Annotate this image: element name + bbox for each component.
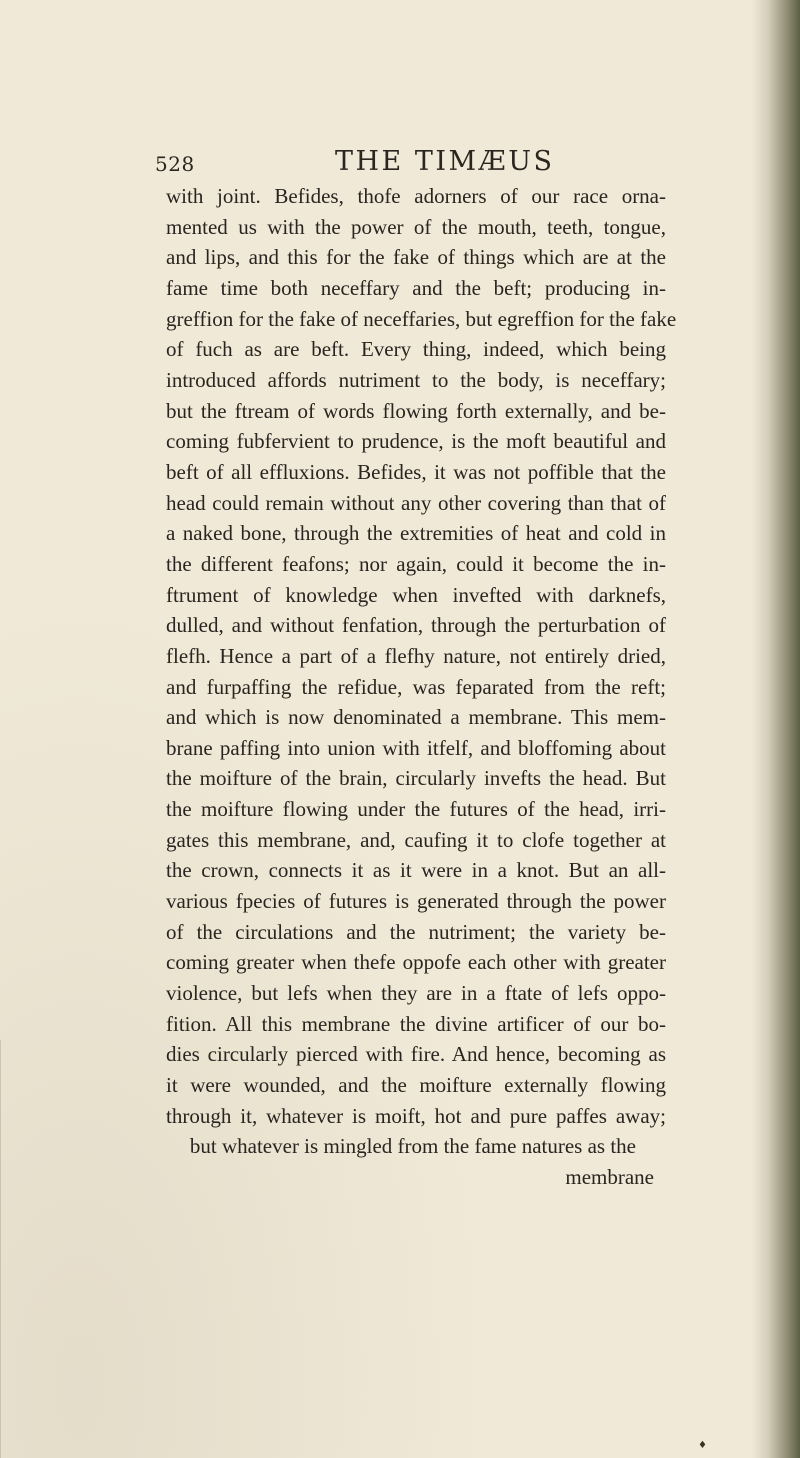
text-line: coming greater when thefe oppofe each other with greater [166, 950, 666, 975]
text-line: gates this membrane, and, caufing it to clofe together at [166, 827, 666, 852]
text-line: and which is now denominated a membrane. This mem- [166, 705, 666, 730]
text-line: the crown, connects it as it were in a knot. But an all- [166, 858, 666, 883]
text-line: brane paffing into union with itfelf, and bloffoming about [166, 735, 666, 760]
text-line: the moifture flowing under the futures of the head, irri- [166, 797, 666, 822]
text-line: the different feafons; nor again, could it become the in- [166, 551, 666, 576]
text-line: it were wounded, and the moifture externally flowing [166, 1073, 666, 1098]
text-line: greffion for the fake of neceffaries, but egreffion for the fake [166, 306, 677, 331]
text-line: flefh. Hence a part of a flefhy nature, not entirely dried, [166, 643, 666, 668]
text-line: head could remain without any other covering than that of [166, 490, 666, 515]
body-text [166, 181, 677, 1193]
text-line: dulled, and without fenfation, through the perturbation of [166, 613, 666, 638]
text-line: introduced affords nutriment to the body, is neceffary; [166, 367, 666, 392]
catchword: membrane [565, 1165, 654, 1189]
text-line: beft of all effluxions. Befides, it was not poffible that the [166, 459, 666, 484]
text-line: violence, but lefs when they are in a ftate of lefs oppo- [166, 981, 666, 1006]
text-line: the moifture of the brain, circularly invefts the head. But [166, 766, 666, 791]
text-line: of fuch as are beft. Every thing, indeed, which being [166, 337, 666, 362]
text-line: with joint. Befides, thofe adorners of our race orna- [166, 184, 666, 208]
text-line: mented us with the power of the mouth, teeth, tongue, [166, 214, 666, 239]
text-line: fition. All this membrane the divine artificer of our bo- [166, 1011, 666, 1036]
running-title: THE TIMÆUS [335, 146, 555, 177]
text-line: dies circularly pierced with fire. And hence, becoming as [166, 1042, 666, 1067]
text-line: but the ftream of words flowing forth externally, and be- [166, 398, 666, 423]
page-fold-shadow [0, 1040, 71, 1458]
text-line: fame time both neceffary and the beft; producing in- [166, 275, 666, 300]
text-line: and furpaffing the refidue, was feparated from the reft; [166, 674, 666, 699]
text-line: ftrument of knowledge when invefted with darknefs, [166, 582, 666, 607]
text-line: a naked bone, through the extremities of heat and cold in [166, 521, 666, 546]
text-line: through it, whatever is moift, hot and pure paffes away; [166, 1103, 666, 1128]
page-number: 528 [155, 152, 195, 176]
running-head [155, 146, 675, 182]
text-line: coming fubfervient to prudence, is the moft beautiful and [166, 429, 666, 454]
text-line: various fpecies of futures is generated through the power [166, 889, 666, 914]
text-line: of the circulations and the nutriment; the variety be- [166, 919, 666, 944]
text-line: and lips, and this for the fake of things which are at the [166, 245, 666, 270]
printer-mark-icon: ♦ [698, 1440, 707, 1451]
text-line: but whatever is mingled from the fame natures as the [189, 1134, 636, 1159]
